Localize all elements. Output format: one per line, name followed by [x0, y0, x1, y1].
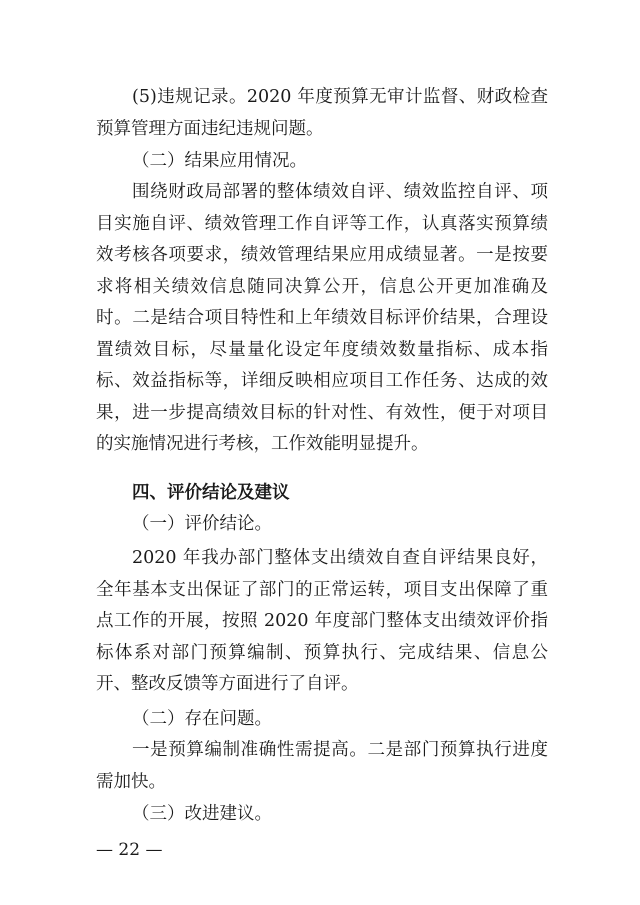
paragraph-results-application: 围绕财政局部署的整体绩效自评、绩效监控自评、项目实施自评、绩效管理工作自评等工作，认真落实预算绩效考核各项要求，绩效管理结果应用成绩显著。一是按要求将相关绩效信息随同决算公开，信息公开更加准确及时。二是结合项目特性和上年绩效目标评价结果，合理设置绩效目标，尽量量化设定年度绩效数量指标、成本指标、效益指标等，详细反映相应项目工作任务、达成的效果，进一步提高绩效目标的针对性、有效性，便于对项目的实施情况进行考核，工作效能明显提升。 [96, 182, 548, 454]
heading-results-application: （二）结果应用情况。 [132, 151, 307, 171]
page-number: — 22 — [96, 840, 163, 860]
paragraph-existing-problems: 一是预算编制准确性需提高。二是部门预算执行进度需加快。 [96, 740, 548, 792]
paragraph-evaluation-conclusion: 2020 年我办部门整体支出绩效自查自评结果良好，全年基本支出保证了部门的正常运转，项目支出保障了重点工作的开展，按照 2020 年度部门整体支出绩效评价指标体系对部门预算编制、预算执行、完成结果、信息公开、整改反馈等方面进行了自评。 [96, 548, 548, 694]
paragraph-violation-record: (5)违规记录。2020 年度预算无审计监督、财政检查预算管理方面违纪违规问题。 [96, 87, 548, 139]
heading-section-four: 四、评价结论及建议 [132, 483, 290, 503]
heading-existing-problems: （二）存在问题。 [132, 709, 272, 729]
heading-evaluation-conclusion: （一）评价结论。 [132, 514, 272, 534]
heading-improvement-suggestions: （三）改进建议。 [132, 804, 272, 824]
